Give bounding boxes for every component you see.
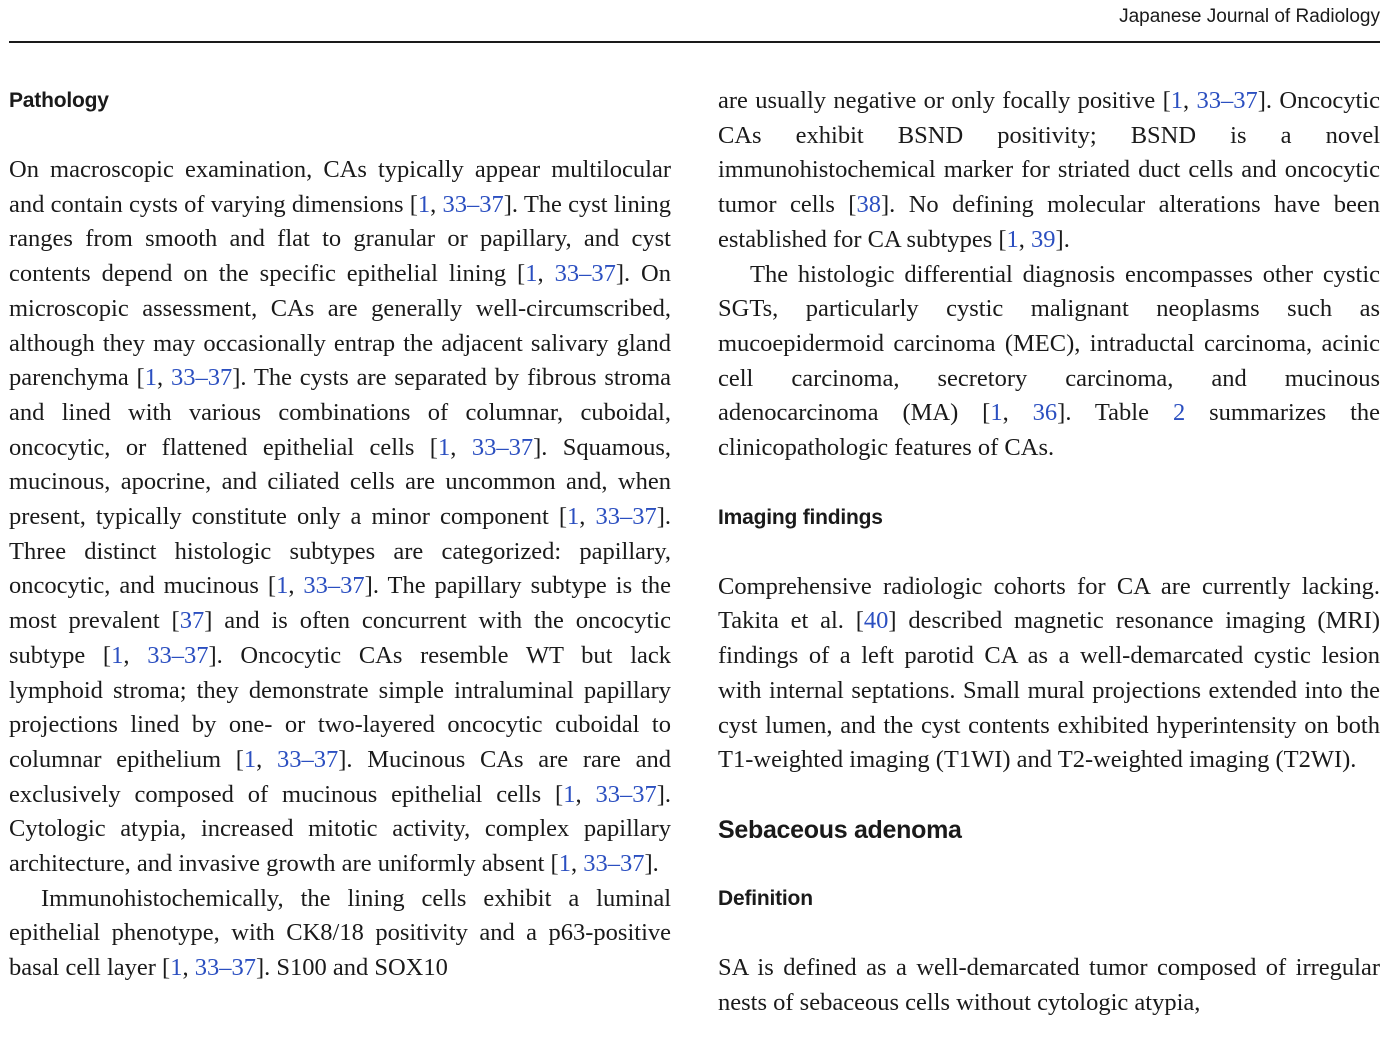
spacer (718, 916, 1380, 951)
reference-link[interactable]: 33–37 (583, 850, 645, 878)
reference-link[interactable]: 33–37 (276, 745, 339, 773)
paragraph-macroscopic: On macroscopic examination, CAs typically appear multilocular and contain cysts of varying dimensions [1, 33–37]. The cyst lining ranges from smooth and flat to granular or papillary, and cyst contents depend on the specific epithelial lining [1, 33–37]. On microscopic assessment, CAs are generally well-circumscribed, although they may occasionally entrap the adjacent salivary gland parenchyma [1, 33–37]. The cysts are separated by fibrous stroma and lined with various combinations of columnar, cuboidal, oncocytic, or flattened epithelial cells [1, 33–37]. Squamous, mucinous, apocrine, and ciliated cells are uncommon and, when present, typically constitute only a minor component [1, 33–37]. Three distinct histologic subtypes are categorized: papillary, oncocytic, and mucinous [1, 33–37]. The papillary subtype is the most prevalent [37] and is often concurrent with the oncocytic subtype [1, 33–37]. Oncocytic CAs resemble WT but lack lymphoid stroma; they demonstrate simple intraluminal papillary projections lined by one- or two-layered oncocytic cuboidal to columnar epithelium [1, 33–37]. Mucinous CAs are rare and exclusively composed of mucinous epithelial cells [1, 33–37]. Cytologic atypia, increased mitotic activity, complex papillary architecture, and invasive growth are uniformly absent [1, 33–37]. (9, 156, 672, 878)
reference-link[interactable]: 1 (111, 641, 124, 669)
left-column (9, 84, 671, 986)
reference-link[interactable]: 1 (417, 190, 431, 218)
paragraph-imaging: Comprehensive radiologic cohorts for CA are currently lacking. Takita et al. [40] described magnetic resonance imaging (MRI) findings of a left parotid CA as a well-demarcated cystic lesion with internal septations. Small mural projections extended into the cyst lumen, and the cyst contents exhibited hyperintensity on both T1-weighted imaging (T1WI) and T2-weighted imaging (T2WI). (718, 572, 1380, 774)
spacer (718, 535, 1380, 570)
paragraph-differential-diagnosis: The histologic differential diagnosis encompasses other cystic SGTs, particularly cystic malignant neoplasms such as mucoepidermoid carcinoma (MEC), intraductal carcinoma, acinic cell carcinoma, secretory carcinoma, and mucinous adenocarcinoma (MA) [1, 36]. Table 2 summarizes the clinicopathologic features of CAs. (718, 260, 1381, 462)
reference-link[interactable]: 33–37 (471, 433, 534, 461)
section-heading-sebaceous-adenoma: Sebaceous adenoma (718, 815, 962, 844)
reference-link[interactable]: 1 (1006, 225, 1019, 253)
subsection-heading-definition: Definition (718, 886, 813, 910)
reference-link[interactable]: 37 (179, 607, 205, 635)
reference-link[interactable]: 33–37 (303, 572, 365, 600)
reference-link[interactable]: 1 (990, 399, 1003, 427)
paragraph-definition: SA is defined as a well-demarcated tumor composed of irregular nests of sebaceous cells without cytologic atypia, (718, 953, 1380, 1016)
reference-link[interactable]: 33–37 (170, 364, 233, 392)
reference-link[interactable]: 33–37 (595, 503, 657, 531)
reference-link[interactable]: 33–37 (194, 954, 256, 982)
reference-link[interactable]: 36 (1032, 399, 1058, 427)
paragraph-immunohistochemistry-continued: are usually negative or only focally positive [1, 33–37]. Oncocytic CAs exhibit BSND positivity; BSND is a novel immunohistochemical marker for striated duct cells and oncocytic tumor cells [38]. No defining molecular alterations have been established for CA subtypes [1, 39]. (718, 87, 1380, 253)
reference-link[interactable]: 2 (1172, 399, 1186, 427)
reference-link[interactable]: 33–37 (595, 780, 657, 808)
section-heading-pathology: Pathology (9, 89, 109, 112)
paragraph-immunohistochemistry: Immunohistochemically, the lining cells exhibit a luminal epithelial phenotype, with CK8/18 positivity and a p63-positive basal cell layer [1, 33–37]. S100 and SOX10 (9, 884, 671, 982)
spacer (718, 466, 1380, 501)
header-rule (9, 41, 1380, 43)
journal-name: Japanese Journal of Radiology (1119, 6, 1380, 27)
reference-link[interactable]: 1 (144, 364, 157, 392)
reference-link[interactable]: 40 (863, 607, 889, 635)
reference-link[interactable]: 33–37 (1196, 87, 1258, 114)
section-heading-imaging-findings: Imaging findings (718, 505, 883, 529)
reference-link[interactable]: 38 (856, 191, 881, 219)
spacer (718, 847, 1380, 882)
reference-link[interactable]: 1 (567, 503, 580, 531)
reference-link[interactable]: 1 (437, 433, 451, 461)
spacer (718, 778, 1380, 813)
reference-link[interactable]: 1 (1170, 87, 1183, 114)
right-column (718, 84, 1380, 1020)
reference-link[interactable]: 1 (558, 850, 571, 878)
spacer (9, 118, 671, 153)
reference-link[interactable]: 33–37 (554, 260, 616, 288)
reference-link[interactable]: 33–37 (147, 641, 209, 669)
reference-link[interactable]: 39 (1031, 225, 1056, 253)
reference-link[interactable]: 1 (243, 745, 257, 773)
reference-link[interactable]: 1 (563, 780, 576, 808)
reference-link[interactable]: 33–37 (442, 190, 504, 218)
reference-link[interactable]: 1 (170, 954, 183, 982)
reference-link[interactable]: 1 (525, 260, 538, 288)
reference-link[interactable]: 1 (276, 572, 289, 600)
